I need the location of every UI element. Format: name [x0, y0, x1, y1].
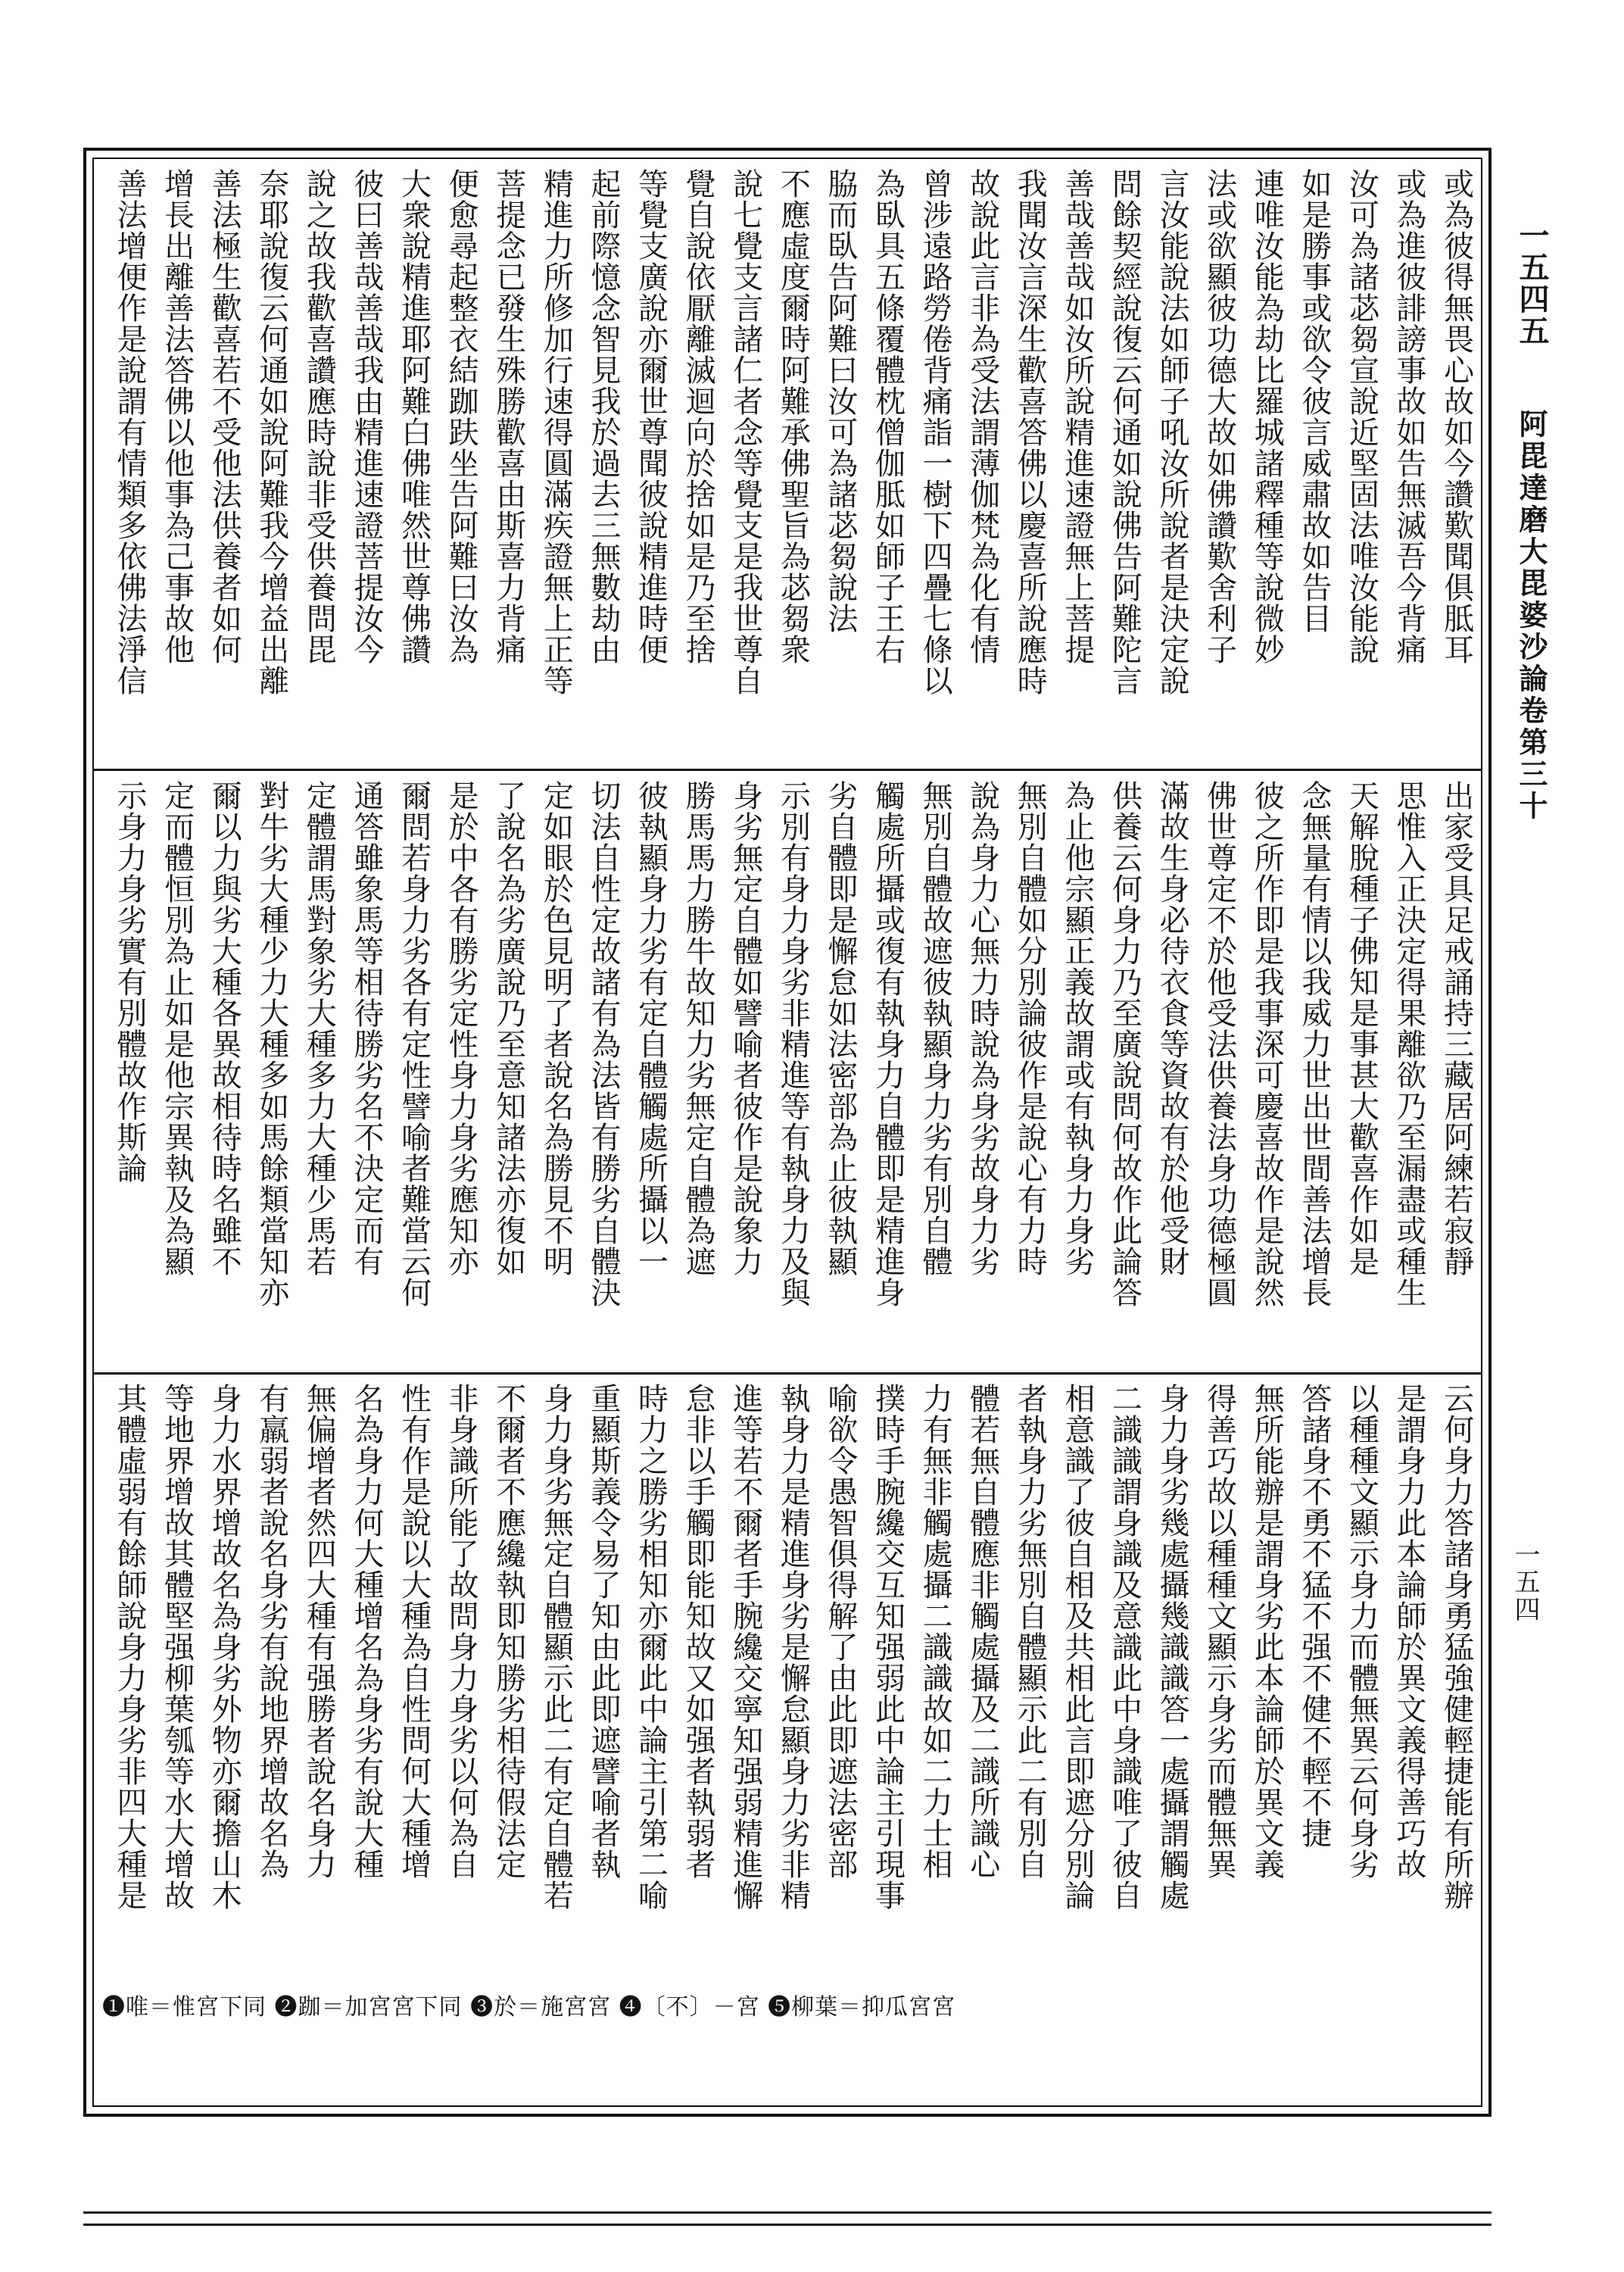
- footnote-line: ❶唯＝惟宮下同 ❷跏＝加宮宮下同 ❸於＝施宮宮 ❹〔不〕－宮 ❺柳葉＝抑瓜宮宮: [102, 1994, 956, 2021]
- text-column: 云何身力答諸身勇猛強健輕捷能有所辦: [1439, 1383, 1474, 1911]
- text-column: 汝可為諸苾芻宣說近堅固法唯汝能說: [1344, 168, 1379, 665]
- text-column: 對牛劣大種少力大種多如馬餘類當知亦: [254, 780, 289, 1308]
- text-column: 是於中各有勝劣定性身力身劣應知亦: [444, 780, 479, 1277]
- page-title: 阿毘達磨大毘婆沙論卷第三十: [1514, 409, 1548, 822]
- text-column: 示身力身劣實有別體故作斯論: [112, 780, 147, 1184]
- text-tier-lower: [106, 1383, 1480, 1966]
- text-column: 了說名為劣廣說乃至意知諸法亦復如: [491, 780, 526, 1277]
- text-column: 增長出離善法答佛以他事為己事故他: [159, 168, 195, 665]
- text-tier-upper: [106, 168, 1480, 763]
- text-column: 法或欲顯彼功德大故如佛讚歎舍利子: [1202, 168, 1237, 665]
- text-column: 身力身劣無定自體顯示此二有定自體若: [538, 1383, 574, 1911]
- text-column: 曾涉遠路勞倦背痛詣一樹下四疊七條以: [918, 168, 953, 696]
- text-column: 覺自說依厭離滅迴向於捨如是乃至捨: [681, 168, 716, 665]
- text-column: 善法增便作是說謂有情類多依佛法淨信: [112, 168, 147, 696]
- text-column: 大衆說精進耶阿難白佛唯然世尊佛讚: [396, 168, 432, 665]
- text-column: 其體虛弱有餘師說身力身劣非四大種是: [112, 1383, 147, 1911]
- text-column: 連唯汝能為劫比羅城諸釋種等說微妙: [1249, 168, 1285, 665]
- text-column: 奈耶說復云何通如說阿難我今增益出離: [254, 168, 289, 696]
- text-column: 我聞汝言深生歡喜答佛以慶喜所說應時: [1012, 168, 1048, 696]
- text-column: 爾問若身力劣各有定性譬喻者難當云何: [396, 780, 432, 1308]
- text-tier-middle: [106, 780, 1480, 1363]
- text-column: 無偏增者然四大種有强勝者說名身力: [301, 1383, 337, 1880]
- text-column: 佛世尊定不於他受法供養法身功德極圓: [1202, 780, 1237, 1308]
- text-column: 進等若不爾者手腕纔交寧知强弱精進懈: [728, 1383, 763, 1911]
- text-column: 天解脫種子佛知是事甚大歡喜作如是: [1344, 780, 1379, 1277]
- text-column: 如是勝事或欲令彼言威肅故如告目: [1296, 168, 1332, 634]
- text-column: 勝馬馬力勝牛故知力劣無定自體為遮: [681, 780, 716, 1277]
- text-column: 爾以力與劣大種各異故相待時名雖不: [207, 780, 242, 1277]
- text-column: 身力身劣幾處攝幾識識答一處攝謂觸處: [1155, 1383, 1190, 1911]
- text-column: 故說此言非為受法謂薄伽梵為化有情: [965, 168, 1000, 665]
- tier-divider-1: [92, 769, 1482, 771]
- text-column: 非身識所能了故問身力身劣以何為自: [444, 1383, 479, 1880]
- text-column: 為臥具五條覆體枕僧伽胝如師子王右: [870, 168, 906, 665]
- text-column: 得善巧故以種種文顯示身劣而體無異: [1202, 1383, 1237, 1880]
- text-column: 無所能辦是謂身劣此本論師於異文義: [1249, 1383, 1285, 1880]
- text-column: 時力之勝劣相知亦爾此中論主引第二喻: [633, 1383, 669, 1911]
- page-number: 一五四五: [1514, 220, 1550, 347]
- text-column: 怠非以手觸即能知故又如强者執弱者: [681, 1383, 716, 1880]
- text-column: 撲時手腕纔交互知强弱此中論主引現事: [870, 1383, 906, 1911]
- text-column: 執身力是精進身劣是懈怠顯身力劣非精: [775, 1383, 811, 1911]
- text-column: 身力水界增故名為身劣外物亦爾擔山木: [207, 1383, 242, 1911]
- text-column: 不應虛度爾時阿難承佛聖旨為苾芻衆: [775, 168, 811, 665]
- text-column: 有羸弱者說名身劣有說地界增故名為: [254, 1383, 289, 1880]
- text-column: 重顯斯義令易了知由此即遮譬喻者執: [585, 1383, 621, 1880]
- text-column: 供養云何身力乃至廣說問何故作此論答: [1107, 780, 1142, 1308]
- text-column: 相意識了彼自相及共相此言即遮分別論: [1059, 1383, 1095, 1911]
- text-column: 善法極生歡喜若不受他法供養者如何: [207, 168, 242, 665]
- text-column: 名為身力何大種增名為身劣有說大種: [348, 1383, 384, 1880]
- text-column: 定而體恒別為止如是他宗異執及為顯: [159, 780, 195, 1277]
- text-column: 二識識謂身識及意識此中身識唯了彼自: [1107, 1383, 1142, 1911]
- text-column: 彼之所作即是我事深可慶喜故作是說然: [1249, 780, 1285, 1308]
- text-column: 觸處所攝或復有執身力自體即是精進身: [870, 780, 906, 1308]
- text-column: 問餘契經說復云何通如說佛告阿難陀言: [1107, 168, 1142, 696]
- text-column: 不爾者不應纔執即知勝劣相待假法定: [491, 1383, 526, 1880]
- text-column: 定體謂馬對象劣大種多力大種少馬若: [301, 780, 337, 1277]
- text-column: 無別自體故遮彼執顯身力劣有別自體: [918, 780, 953, 1277]
- text-column: 定如眼於色見明了者說名為勝見不明: [538, 780, 574, 1277]
- text-column: 劣自體即是懈怠如法密部為止彼執顯: [822, 780, 858, 1277]
- text-column: 精進力所修加行速得圓滿疾證無上正等: [538, 168, 574, 696]
- text-column: 說為身力心無力時說為身劣故身力劣: [965, 780, 1000, 1277]
- text-column: 脇而臥告阿難曰汝可為諸苾芻說法: [822, 168, 858, 634]
- text-column: 出家受具足戒誦持三藏居阿練若寂靜: [1439, 780, 1474, 1277]
- text-column: 滿故生身必待衣食等資故有於他受財: [1155, 780, 1190, 1277]
- text-column: 無別自體如分別論彼作是說心有力時: [1012, 780, 1048, 1277]
- text-column: 以種種文顯示身力而體無異云何身劣: [1344, 1383, 1379, 1880]
- text-column: 說之故我歡喜讚應時說非受供養問毘: [301, 168, 337, 665]
- text-column: 等覺支廣說亦爾世尊聞彼說精進時便: [633, 168, 669, 665]
- text-column: 念無量有情以我威力世出世間善法增長: [1296, 780, 1332, 1308]
- text-column: 切法自性定故諸有為法皆有勝劣自體決: [585, 780, 621, 1308]
- tier-divider-2: [92, 1372, 1482, 1375]
- text-column: 彼曰善哉善哉我由精進速證菩提汝今: [348, 168, 384, 665]
- text-column: 便愈尋起整衣結跏趺坐告阿難曰汝為: [444, 168, 479, 665]
- text-column: 菩提念已發生殊勝歡喜由斯喜力背痛: [491, 168, 526, 665]
- text-column: 示別有身力身劣非精進等有執身力及與: [775, 780, 811, 1308]
- text-column: 言汝能說法如師子吼汝所說者是決定說: [1155, 168, 1190, 696]
- text-column: 起前際憶念智見我於過去三無數劫由: [585, 168, 621, 665]
- text-column: 思惟入正決定得果離欲乃至漏盡或種生: [1392, 780, 1427, 1308]
- text-column: 者執身力劣無別自體顯示此二有別自: [1012, 1383, 1048, 1880]
- text-column: 或為進彼誹謗事故如告無滅吾今背痛: [1392, 168, 1427, 665]
- text-column: 喻欲令愚智俱得解了由此即遮法密部: [822, 1383, 858, 1880]
- text-column: 善哉善哉如汝所說精進速證無上菩提: [1059, 168, 1095, 665]
- text-column: 等地界增故其體堅强柳葉瓠等水大增故: [159, 1383, 195, 1911]
- text-column: 彼執顯身力劣有定自體觸處所攝以一: [633, 780, 669, 1277]
- text-column: 或為彼得無畏心故如今讚歎聞俱胝耳: [1439, 168, 1474, 665]
- bottom-rule-top: [83, 2211, 1492, 2214]
- side-page-number: 一五四: [1510, 1541, 1540, 1623]
- text-column: 身劣無定自體如譬喻者彼作是說象力: [728, 780, 763, 1277]
- text-column: 通答雖象馬等相待勝劣名不決定而有: [348, 780, 384, 1277]
- text-column: 體若無自體應非觸處攝及二識所識心: [965, 1383, 1000, 1880]
- text-column: 答諸身不勇不猛不强不健不輕不捷: [1296, 1383, 1332, 1849]
- text-column: 性有作是說以大種為自性問何大種增: [396, 1383, 432, 1880]
- text-column: 是謂身力此本論師於異文義得善巧故: [1392, 1383, 1427, 1880]
- text-column: 力有無非觸處攝二識識故如二力士相: [918, 1383, 953, 1880]
- text-column: 說七覺支言諸仁者念等覺支是我世尊自: [728, 168, 763, 696]
- bottom-rule-bottom: [83, 2224, 1492, 2226]
- text-column: 為止他宗顯正義故謂或有執身力身劣: [1059, 780, 1095, 1277]
